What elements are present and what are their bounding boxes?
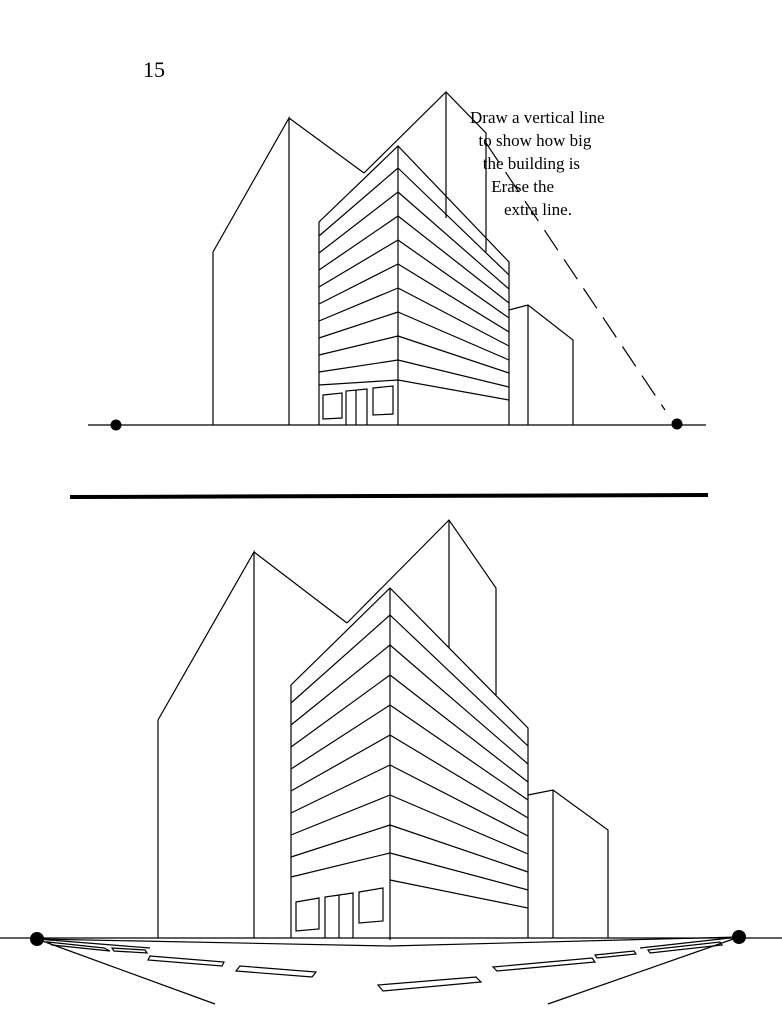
top-dashed-guide-line (486, 143, 665, 410)
bottom-main-building (291, 588, 528, 938)
top-window (373, 386, 393, 415)
bottom-ground-lines (37, 937, 739, 1004)
bottom-left-building-roof (254, 552, 347, 623)
bottom-drawing (0, 520, 782, 1004)
top-window (323, 393, 342, 419)
top-left-building-roof (289, 118, 364, 173)
instruction-line: the building is (470, 154, 581, 173)
bottom-window (296, 898, 319, 931)
top-left-building (213, 118, 289, 425)
top-main-right-floors (398, 168, 509, 400)
instruction-line: Erase the (470, 177, 555, 196)
section-divider (70, 495, 708, 497)
page-number: 15 (143, 57, 165, 82)
top-small-building (509, 305, 573, 425)
instruction-line: to show how big (470, 131, 592, 150)
bottom-main-left-floors (291, 615, 390, 877)
instruction-line: Draw a vertical line (470, 108, 605, 127)
top-drawing (88, 92, 706, 431)
bottom-left-building (158, 552, 254, 938)
bottom-road-markings (48, 942, 722, 991)
top-main-left-floors (319, 168, 398, 385)
bottom-main-right-floors (390, 615, 528, 908)
instruction-line: extra line. (470, 200, 572, 219)
bottom-small-building (528, 790, 608, 938)
top-right-vanishing-point (672, 419, 683, 430)
top-left-vanishing-point (111, 420, 122, 431)
top-back-building (364, 92, 486, 252)
bottom-window (359, 888, 383, 923)
